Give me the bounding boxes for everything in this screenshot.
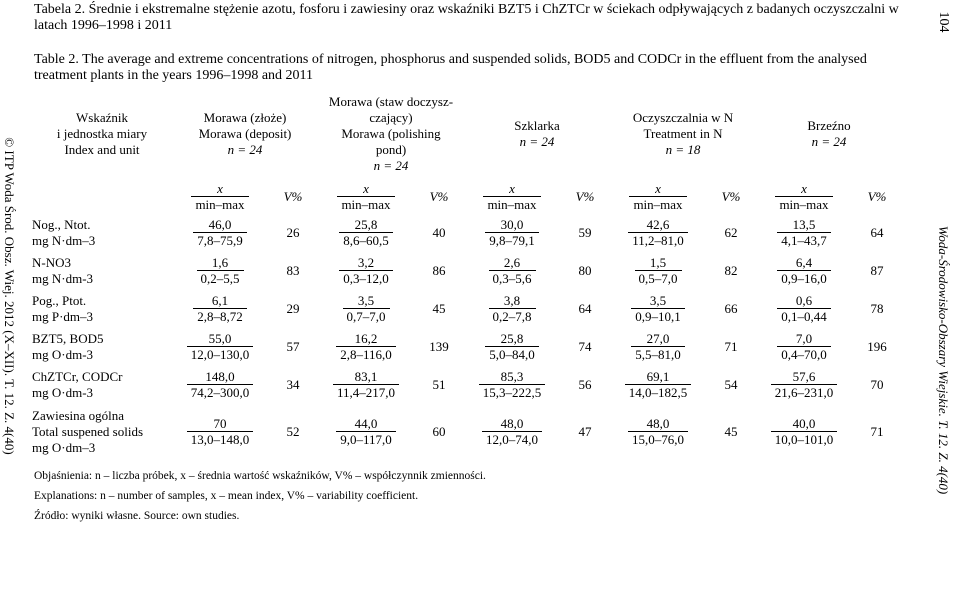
range-value: 0,5–7,0: [638, 271, 678, 286]
minmax-label: min–max: [195, 197, 245, 212]
range-value: 0,1–0,44: [781, 309, 827, 324]
mean-value: 40,0: [771, 416, 838, 432]
header-stats-blank: [32, 180, 172, 214]
range-value: 21,6–231,0: [774, 385, 834, 400]
range-value: 2,8–8,72: [197, 309, 243, 324]
table-row: [32, 290, 902, 328]
variability-value: 87: [870, 263, 884, 278]
indicator-header-line: Wskaźnik: [76, 110, 128, 125]
range-value: 8,6–60,5: [343, 233, 389, 248]
mean-range-cell: [610, 214, 706, 252]
fraction: [333, 369, 399, 400]
table-row: [32, 328, 902, 366]
variability-value: 196: [867, 339, 887, 354]
fraction: [777, 293, 831, 324]
variability-value: 86: [432, 263, 446, 278]
plant-name-line: Szklarka: [514, 118, 560, 133]
variability-value: 52: [286, 424, 300, 439]
plant-sample-count: n = 24: [811, 134, 847, 149]
mean-range-cell: [172, 252, 268, 290]
mean-value: 3,5: [631, 293, 685, 309]
indicator-unit: mg O·dm–3: [32, 440, 96, 455]
mean-symbol: x: [483, 181, 540, 197]
mean-range-cell: [464, 366, 560, 404]
header-row-plants: [32, 88, 902, 180]
range-value: 11,4–217,0: [336, 385, 396, 400]
fraction: [187, 369, 254, 400]
variability-value: 45: [432, 301, 446, 316]
plant-sample-count: n = 24: [519, 134, 555, 149]
range-value: 0,9–10,1: [635, 309, 681, 324]
mean-range-cell: [610, 252, 706, 290]
variability-value: 70: [870, 377, 884, 392]
fraction: [339, 255, 393, 286]
range-value: 12,0–74,0: [486, 432, 538, 447]
plant-sample-count: n = 24: [373, 158, 409, 173]
variability-value: 40: [432, 225, 446, 240]
range-value: 0,7–7,0: [346, 309, 386, 324]
minmax-label: min–max: [779, 197, 829, 212]
indicator-unit: mg N·dm-3: [32, 271, 94, 286]
mean-range-cell: [610, 328, 706, 366]
variability-value: 83: [286, 263, 300, 278]
row-indicator: [32, 252, 172, 290]
minmax-label: min–max: [633, 197, 683, 212]
mean-value: 27,0: [631, 331, 685, 347]
mean-value: 70: [187, 416, 254, 432]
row-indicator: [32, 404, 172, 460]
data-table: [32, 88, 902, 460]
mean-range-cell: [318, 252, 414, 290]
mean-value: 7,0: [777, 331, 831, 347]
variability-value: 71: [870, 424, 884, 439]
mean-value: 55,0: [187, 331, 254, 347]
fraction: [193, 217, 247, 248]
plant-name-line: Morawa (deposit): [198, 126, 292, 141]
range-value: 0,3–12,0: [343, 271, 389, 286]
mean-value: 0,6: [777, 293, 831, 309]
range-value: 4,1–43,7: [781, 233, 827, 248]
mean-range-cell: [464, 214, 560, 252]
mean-range-header: [756, 180, 852, 214]
range-value: 9,8–79,1: [489, 233, 535, 248]
variability-header: V%: [575, 189, 595, 204]
fraction: [339, 217, 393, 248]
plant-header: [756, 88, 902, 180]
range-value: 7,8–75,9: [197, 233, 243, 248]
fraction: [197, 255, 244, 286]
table-title-polish: Tabela 2. Średnie i ekstremalne stężenie azotu, fosforu i zawiesiny oraz wskaźniki BZT5 i ChZTCr w ściekach odpływających z badanych oczyszczalni w latach 1996–1998 i 2011: [34, 2, 899, 33]
variability-value: 26: [286, 225, 300, 240]
mean-range-cell: [172, 366, 268, 404]
fraction: [343, 293, 390, 324]
mean-value: 69,1: [625, 369, 692, 385]
range-value: 13,0–148,0: [190, 432, 250, 447]
range-value: 10,0–101,0: [774, 432, 834, 447]
mean-value: 16,2: [336, 331, 396, 347]
variability-value: 60: [432, 424, 446, 439]
indicator-unit: mg N·dm–3: [32, 233, 96, 248]
mean-value: 25,8: [485, 331, 539, 347]
plant-sample-count: n = 24: [227, 142, 263, 157]
table-row: [32, 252, 902, 290]
indicator-unit: mg O·dm-3: [32, 385, 94, 400]
variability-value: 74: [578, 339, 592, 354]
mean-symbol: x: [337, 181, 394, 197]
mean-value: 42,6: [628, 217, 688, 233]
fraction: [777, 217, 831, 248]
mean-value: 30,0: [485, 217, 539, 233]
mean-range-header: [464, 180, 560, 214]
mean-value: 1,5: [635, 255, 682, 271]
mean-value: 3,8: [489, 293, 536, 309]
mean-symbol: x: [775, 181, 832, 197]
variability-value: 64: [578, 301, 592, 316]
range-value: 0,3–5,6: [492, 271, 532, 286]
mean-symbol: x: [629, 181, 686, 197]
fraction: [771, 416, 838, 447]
minmax-label: min–max: [487, 197, 537, 212]
range-value: 0,2–5,5: [200, 271, 240, 286]
range-value: 5,5–81,0: [635, 347, 681, 362]
variability-value: 139: [429, 339, 449, 354]
variability-value: 51: [432, 377, 446, 392]
variability-value: 59: [578, 225, 592, 240]
mean-value: 3,2: [339, 255, 393, 271]
mean-range-cell: [610, 404, 706, 460]
range-value: 12,0–130,0: [190, 347, 250, 362]
fraction: [193, 293, 247, 324]
mean-range-cell: [756, 252, 852, 290]
range-value: 11,2–81,0: [632, 233, 684, 248]
indicator-unit: mg P·dm–3: [32, 309, 94, 324]
mean-value: 3,5: [343, 293, 390, 309]
variability-value: 62: [724, 225, 738, 240]
indicator-name: Pog., Ptot.: [32, 293, 87, 308]
fraction: [628, 217, 688, 248]
left-margin-citation: [0, 0, 18, 592]
variability-value: 57: [286, 339, 300, 354]
header-row-stats: [32, 180, 902, 214]
fraction: [631, 331, 685, 362]
fraction: [187, 331, 254, 362]
fraction: [628, 416, 688, 447]
fraction: [191, 181, 248, 212]
plant-name-line: Oczyszczalnia w N: [632, 110, 734, 125]
variability-value: 54: [724, 377, 738, 392]
mean-range-cell: [464, 290, 560, 328]
indicator-name: Nog., Ntot.: [32, 217, 91, 232]
variability-header: V%: [429, 189, 449, 204]
indicator-header-line: Index and unit: [64, 142, 140, 157]
fraction: [489, 293, 536, 324]
range-value: 74,2–300,0: [190, 385, 250, 400]
range-value: 15,3–222,5: [482, 385, 542, 400]
variability-value: 34: [286, 377, 300, 392]
mean-value: 6,4: [777, 255, 831, 271]
explanation-polish: Objaśnienia: n – liczba próbek, x – średnia wartość wskaźników, V% – współczynnik zmienności.: [34, 470, 486, 482]
mean-value: 25,8: [339, 217, 393, 233]
right-margin: [926, 0, 960, 592]
indicator-unit: mg O·dm-3: [32, 347, 94, 362]
fraction: [629, 181, 686, 212]
mean-range-cell: [610, 290, 706, 328]
mean-range-cell: [172, 290, 268, 328]
mean-range-cell: [318, 328, 414, 366]
variability-header: V%: [721, 189, 741, 204]
plant-name-line: czający): [369, 110, 413, 125]
fraction: [485, 331, 539, 362]
variability-value: 64: [870, 225, 884, 240]
fraction: [482, 416, 542, 447]
row-indicator: [32, 214, 172, 252]
mean-value: 6,1: [193, 293, 247, 309]
mean-range-cell: [318, 214, 414, 252]
fraction: [337, 181, 394, 212]
mean-range-cell: [172, 328, 268, 366]
row-indicator: [32, 290, 172, 328]
variability-value: 82: [724, 263, 738, 278]
mean-range-cell: [464, 404, 560, 460]
mean-value: 85,3: [479, 369, 546, 385]
mean-range-cell: [464, 252, 560, 290]
variability-value: 56: [578, 377, 592, 392]
indicator-name: N-NO3: [32, 255, 71, 270]
fraction: [483, 181, 540, 212]
fraction: [489, 255, 536, 286]
row-indicator: [32, 328, 172, 366]
fraction: [777, 331, 831, 362]
mean-value: 2,6: [489, 255, 536, 271]
variability-header: V%: [867, 189, 887, 204]
mean-range-cell: [610, 366, 706, 404]
plant-name-line: pond): [375, 142, 407, 157]
fraction: [187, 416, 254, 447]
mean-range-cell: [756, 404, 852, 460]
plant-header: [610, 88, 756, 180]
variability-header: V%: [283, 189, 303, 204]
range-value: 0,4–70,0: [781, 347, 827, 362]
source-note: Źródło: wyniki własne. Source: own studies.: [34, 510, 240, 522]
mean-range-header: [318, 180, 414, 214]
variability-value: 47: [578, 424, 592, 439]
mean-range-cell: [172, 404, 268, 460]
indicator-name-en: Total suspened solids: [32, 424, 144, 439]
fraction: [336, 331, 396, 362]
plant-header: [464, 88, 610, 180]
mean-range-cell: [756, 328, 852, 366]
plant-header: [172, 88, 318, 180]
mean-range-cell: [318, 404, 414, 460]
table-row: [32, 214, 902, 252]
range-value: 15,0–76,0: [632, 432, 684, 447]
left-margin-text: © ITP Woda Środ. Obsz. Wiej. 2012 (X–XII). T. 12. Z. 4(40): [2, 137, 17, 455]
mean-value: 148,0: [187, 369, 254, 385]
mean-value: 48,0: [628, 416, 688, 432]
plant-name-line: Morawa (polishing: [341, 126, 441, 141]
plant-name-line: Brzeźno: [807, 118, 851, 133]
page-number: 104: [936, 11, 951, 33]
plant-header: [318, 88, 464, 180]
variability-value: 80: [578, 263, 592, 278]
mean-range-cell: [318, 366, 414, 404]
fraction: [631, 293, 685, 324]
mean-range-cell: [464, 328, 560, 366]
indicator-name: Zawiesina ogólna: [32, 408, 125, 423]
mean-range-cell: [756, 214, 852, 252]
mean-value: 44,0: [336, 416, 396, 432]
mean-range-cell: [756, 366, 852, 404]
plant-sample-count: n = 18: [665, 142, 701, 157]
table-row: [32, 404, 902, 460]
mean-range-header: [610, 180, 706, 214]
minmax-label: min–max: [341, 197, 391, 212]
plant-name-line: Treatment in N: [643, 126, 723, 141]
journal-name: Woda-Środowisko-Obszary Wiejskie. T. 12. Z. 4(40): [936, 225, 951, 495]
variability-value: 45: [724, 424, 738, 439]
fraction: [485, 217, 539, 248]
plant-name-line: Morawa (staw doczysz-: [328, 94, 454, 109]
plant-name-line: Morawa (złoże): [203, 110, 287, 125]
range-value: 0,2–7,8: [492, 309, 532, 324]
mean-value: 46,0: [193, 217, 247, 233]
mean-value: 1,6: [197, 255, 244, 271]
variability-value: 66: [724, 301, 738, 316]
variability-value: 78: [870, 301, 884, 316]
row-indicator: [32, 366, 172, 404]
mean-range-cell: [318, 290, 414, 328]
table-row: [32, 366, 902, 404]
range-value: 5,0–84,0: [489, 347, 535, 362]
fraction: [777, 255, 831, 286]
mean-value: 13,5: [777, 217, 831, 233]
mean-value: 48,0: [482, 416, 542, 432]
fraction: [625, 369, 692, 400]
variability-value: 29: [286, 301, 300, 316]
range-value: 9,0–117,0: [340, 432, 392, 447]
mean-value: 57,6: [771, 369, 838, 385]
fraction: [775, 181, 832, 212]
indicator-name: ChZTCr, CODCr: [32, 369, 123, 384]
indicator-name: BZT5, BOD5: [32, 331, 104, 346]
fraction: [336, 416, 396, 447]
range-value: 14,0–182,5: [628, 385, 688, 400]
mean-range-cell: [756, 290, 852, 328]
mean-symbol: x: [191, 181, 248, 197]
variability-value: 71: [724, 339, 738, 354]
mean-range-header: [172, 180, 268, 214]
fraction: [479, 369, 546, 400]
table-title-english: Table 2. The average and extreme concentrations of nitrogen, phosphorus and suspended solids, BOD5 and CODCr in the effluent from the analysed treatment plants in the years 1996–1998 and 2011: [34, 52, 867, 83]
fraction: [635, 255, 682, 286]
mean-value: 83,1: [333, 369, 399, 385]
indicator-header: [32, 88, 172, 180]
fraction: [771, 369, 838, 400]
indicator-header-line: i jednostka miary: [56, 126, 148, 141]
mean-range-cell: [172, 214, 268, 252]
explanation-english: Explanations: n – number of samples, x – mean index, V% – variability coefficient.: [34, 490, 419, 502]
range-value: 2,8–116,0: [340, 347, 392, 362]
range-value: 0,9–16,0: [781, 271, 827, 286]
